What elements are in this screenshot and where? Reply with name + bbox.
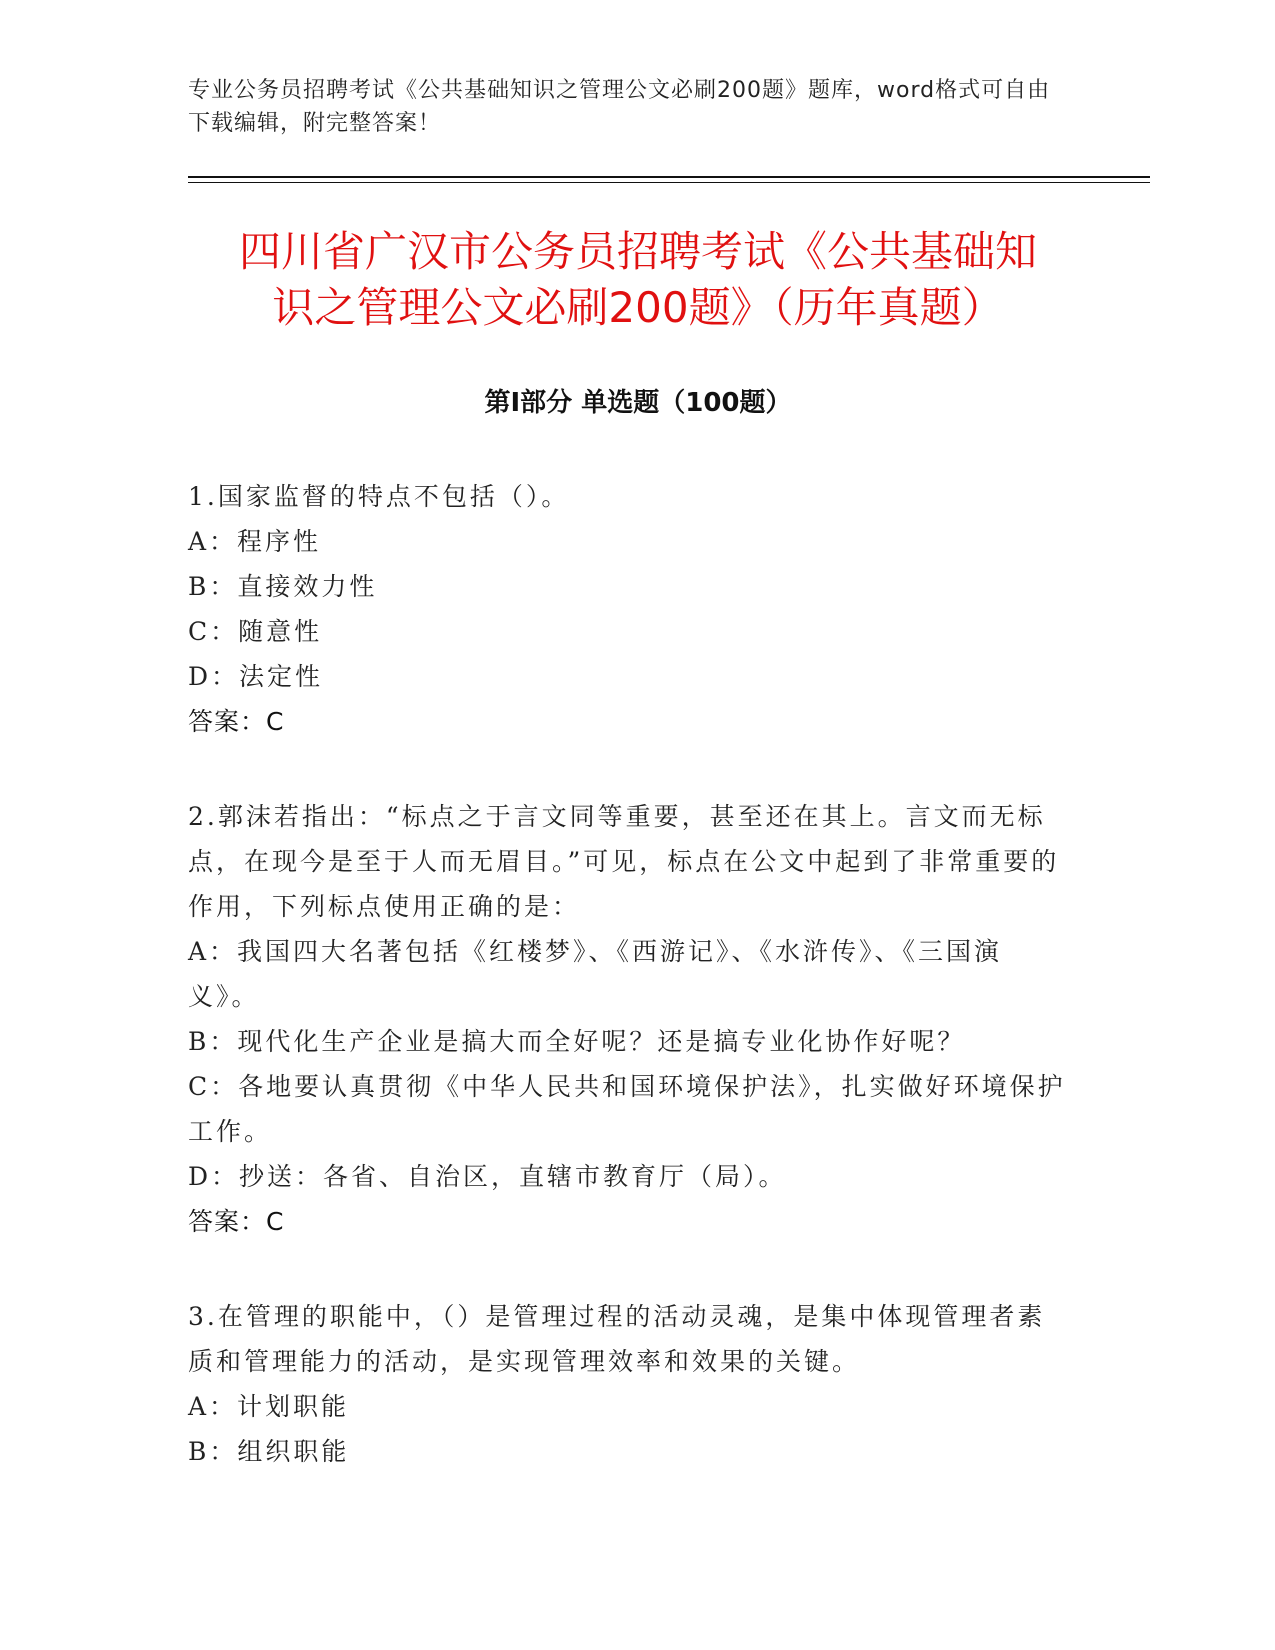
header-divider-thin (188, 182, 1150, 183)
section-title: 第Ⅰ部分 单选题（100题） (484, 388, 792, 418)
option-d: D：法定性 (188, 662, 324, 691)
option-a: A：计划职能 (188, 1392, 350, 1421)
option-b: B：组织职能 (188, 1437, 350, 1466)
question-list (188, 474, 1068, 1524)
question-2 (188, 794, 1068, 1244)
question-3 (188, 1294, 1068, 1474)
question-stem: 1.国家监督的特点不包括（）。 (188, 482, 570, 511)
option-a: A：我国四大名著包括《红楼梦》、《西游记》、《水浒传》、《三国演义》。 (188, 937, 1003, 1011)
option-a: A：程序性 (188, 527, 322, 556)
document-title-line-1: 四川省广汉市公务员招聘考试《公共基础知 (238, 227, 1037, 276)
question-1 (188, 474, 1068, 744)
option-c: C：随意性 (188, 617, 323, 646)
document-title-line-2: 识之管理公文必刷200题》（历年真题） (272, 283, 1004, 332)
option-b: B：现代化生产企业是搞大而全好呢？还是搞专业化协作好呢？ (188, 1027, 966, 1056)
option-d: D：抄送：各省、自治区，直辖市教育厅（局）。 (188, 1162, 787, 1191)
question-stem: 3.在管理的职能中，（）是管理过程的活动灵魂，是集中体现管理者素质和管理能力的活动，是实现管理效率和效果的关键。 (188, 1302, 1046, 1376)
option-b: B：直接效力性 (188, 572, 378, 601)
header-note: 专业公务员招聘考试《公共基础知识之管理公文必刷200题》题库，word格式可自由下载编辑，附完整答案！ (188, 78, 1051, 136)
option-c: C：各地要认真贯彻《中华人民共和国环境保护法》，扎实做好环境保护工作。 (188, 1072, 1066, 1146)
question-stem: 2.郭沫若指出：“标点之于言文同等重要，甚至还在其上。言文而无标点，在现今是至于人而无眉目。”可见，标点在公文中起到了非常重要的作用，下列标点使用正确的是： (188, 802, 1060, 921)
answer: 答案：C (188, 1207, 285, 1236)
answer: 答案：C (188, 707, 285, 736)
document-title (188, 224, 1088, 336)
header-divider-thick (188, 176, 1150, 178)
